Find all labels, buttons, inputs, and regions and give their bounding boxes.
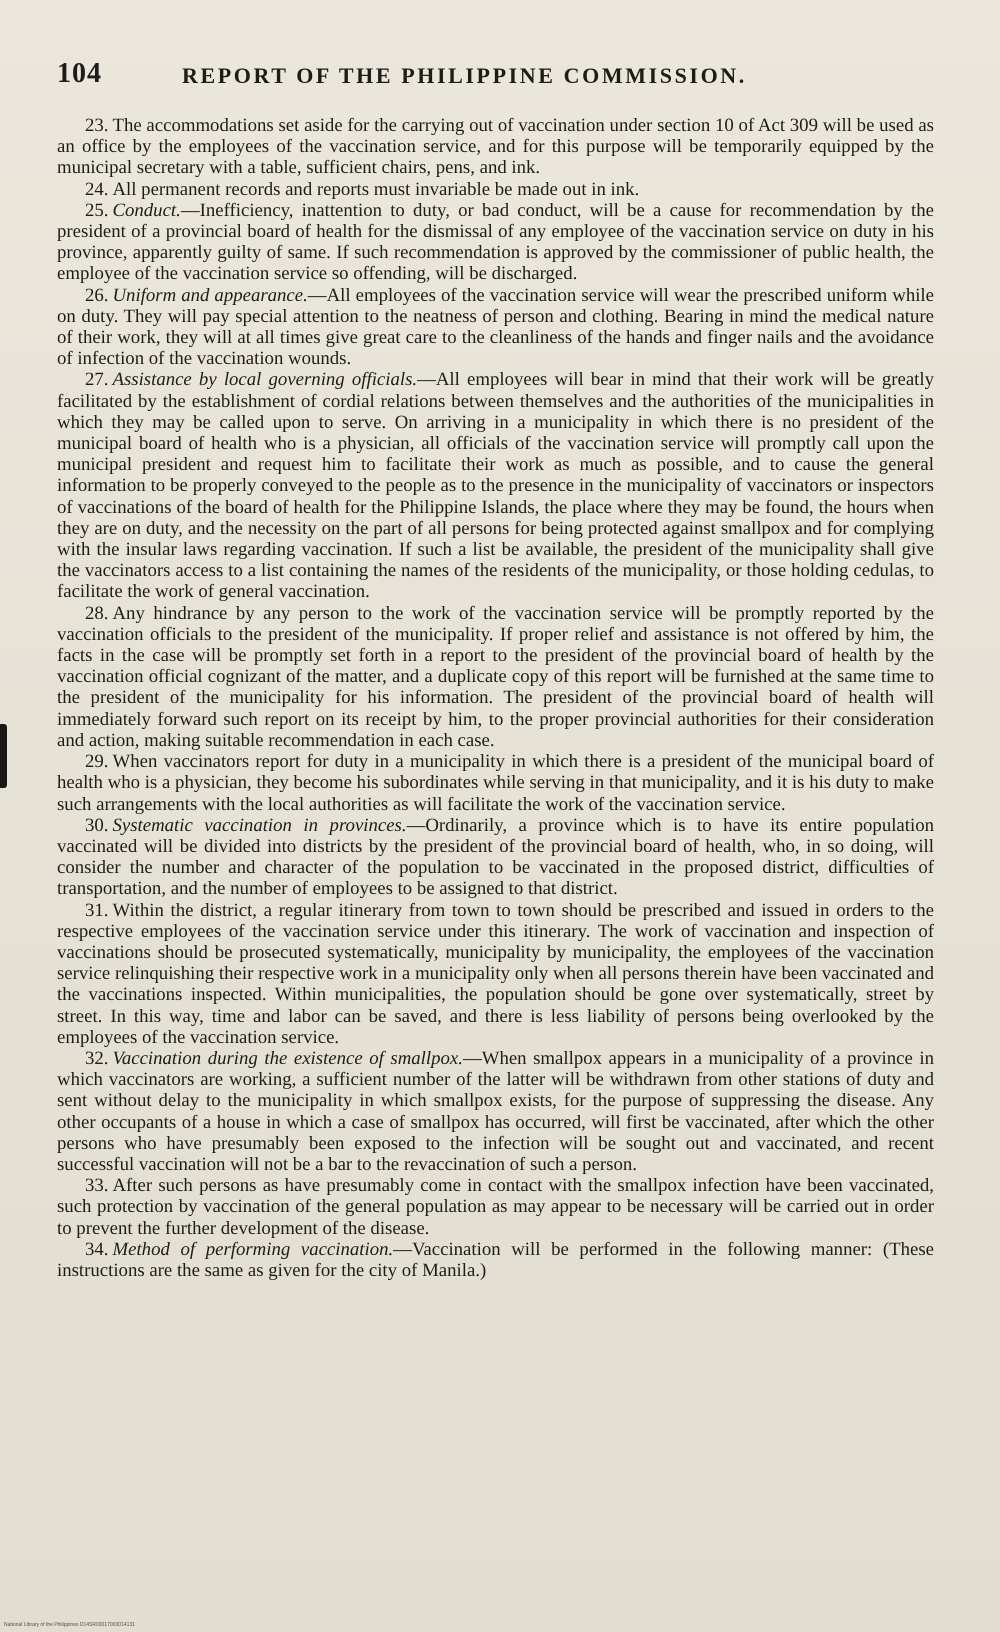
scan-edge-mark: [0, 724, 7, 788]
paragraph-heading: Assistance by local governing officials.: [112, 369, 418, 391]
paragraph-number: 31.: [85, 899, 109, 921]
paragraph-number: 29.: [85, 751, 109, 773]
paragraph-text: —All employees will bear in mind that their work will be greatly facilitated by the establishment of cordial relations between themselves and the authorities of the municipalities in which they may be called upon to serve. On arriving in a municipality in which there is no president of the municipal board of health who is a physician, all officials of the vaccination service will promptly call upon the municipal president and request him to facilitate their work as much as possible, and to cause the general information to be properly conveyed to the people as to the presence in the municipality of vaccinators or inspectors of vaccinations of the board of health for the Philippine Islands, the place where they may be found, the hours when they are on duty, and the necessity on the part of all persons for being protected against smallpox and for complying with the insular laws regarding vaccination. If such a list be available, the president of the municipality shall give the vaccinators access to a list containing the names of the residents of the municipality, or those holding cedulas, to facilitate the work of general vaccination.: [57, 369, 934, 603]
paragraph-text: —Inefficiency, inattention to duty, or bad conduct, will be a cause for recommendation by the president of a provincial board of health for the dismissal of any employee of the vaccination service on duty in his province, apparently guilty of same. If such recommendation is approved by the commissioner of public health, the employee of the vaccination service so offending, will be discharged.: [57, 199, 934, 285]
paragraph: [57, 1175, 934, 1239]
paragraph-text: Any hindrance by any person to the work of the vaccination service will be promptly reported by the vaccination officials to the president of the municipality. If proper relief and assistance is not offered by him, the facts in the case will be promptly set forth in a report to the president of the provincial board of health by the vaccination official cognizant of the matter, and a duplicate copy of this report will be furnished at the same time to the president of the municipality for his information. The president of the provincial board of health will immediately forward such report on its receipt by him, to the proper provincial authorities for their consideration and action, making suitable recommendation in each case.: [57, 602, 934, 751]
paragraph: [57, 1048, 934, 1175]
paragraph-number: 32.: [85, 1047, 109, 1069]
paragraph-heading: Vaccination during the existence of smallpox.: [112, 1047, 463, 1069]
paragraph-number: 33.: [85, 1175, 109, 1197]
paragraph: [57, 900, 934, 1048]
paragraph-text: When vaccinators report for duty in a municipality in which there is a president of the municipal board of health who is a physician, they become his subordinates while serving in that municipality, and it is his duty to make such arrangements with the local authorities as will facilitate the work of the vaccination service.: [57, 751, 934, 815]
page-number: 104: [57, 58, 102, 89]
paragraph: [57, 751, 934, 815]
paragraph-text: —When smallpox appears in a municipality of a province in which vaccinators are working, a sufficient number of the latter will be withdrawn from other stations of duty and sent without delay to the municipality in which smallpox exists, for the purpose of suppressing the disease. Any other occupants of a house in which a case of smallpox has occurred, will first be vaccinated, after which the other persons who have presumably been exposed to the infection will be sought out and vaccinated, and recent successful vaccination will not be a bar to the revaccination of such a person.: [57, 1047, 934, 1175]
paragraph-heading: Method of performing vaccination.: [112, 1238, 394, 1260]
paragraph-text: The accommodations set aside for the carrying out of vaccination under section 10 of Act 309 will be used as an office by the employees of the vaccination service, and for this purpose will be temporarily equipped by the municipal secretary with a table, sufficient chairs, pens, and ink.: [57, 115, 934, 179]
paragraph-text: —Ordinarily, a province which is to have its entire population vaccinated will be divided into districts by the president of the provincial board of health, who, in so doing, will consider the number and character of the population to be vaccinated in the proposed district, difficulties of transportation, and the number of employees to be assigned to that district.: [57, 814, 934, 900]
paragraph: [57, 369, 934, 602]
paragraph-number: 24.: [85, 178, 109, 200]
page-header: [57, 58, 937, 98]
paragraph-heading: Conduct.: [112, 199, 181, 221]
paragraph-text: After such persons as have presumably come in contact with the smallpox infection have been vaccinated, such protection by vaccination of the general population as may appear to be necessary will be carried out in order to prevent the further development of the disease.: [57, 1175, 934, 1239]
paragraph-number: 26.: [85, 284, 109, 306]
paragraph: [57, 1239, 934, 1281]
body-text: [57, 115, 934, 1281]
paragraph: [57, 603, 934, 751]
paragraph-number: 30.: [85, 814, 109, 836]
paragraph: [57, 815, 934, 900]
paragraph-number: 27.: [85, 369, 109, 391]
paragraph-text: All permanent records and reports must invariable be made out in ink.: [112, 178, 640, 200]
paragraph-number: 34.: [85, 1238, 109, 1260]
paragraph: [57, 179, 934, 200]
paragraph-number: 25.: [85, 199, 109, 221]
paragraph-heading: Uniform and appearance.: [112, 284, 308, 306]
paragraph-number: 23.: [85, 115, 109, 136]
paragraph-text: Within the district, a regular itinerary from town to town should be prescribed and issued in orders to the respective employees of the vaccination service under this itinerary. The work of vaccination and inspection of vaccinations should be prosecuted systematically, municipality by municipality, the employees of the vaccination service relinquishing their respective work in a municipality only when all persons therein have been vaccinated and the vaccinations inspected. Within municipalities, the population should be gone over systematically, street by street. In this way, time and labor can be saved, and there is less liability of persons being overlooked by the employees of the vaccination service.: [57, 899, 934, 1048]
paragraph-text: —Vaccination will be performed in the following manner: (These instructions are the same as given for the city of Manila.): [57, 1238, 934, 1281]
running-title: REPORT OF THE PHILIPPINE COMMISSION.: [182, 63, 747, 88]
paragraph: [57, 285, 934, 370]
paragraph-number: 28.: [85, 602, 109, 624]
paragraph-text: —All employees of the vaccination service will wear the prescribed uniform while on duty. They will pay special attention to the neatness of person and clothing. Bearing in mind the medical nature of their work, they will at all times give great care to the cleanliness of the hands and finger nails and the avoidance of infection of the vaccination wounds.: [57, 284, 934, 370]
paragraph: [57, 200, 934, 285]
paragraph-heading: Systematic vaccination in provinces.: [112, 814, 407, 836]
paragraph: [57, 115, 934, 179]
library-stamp: National Library of the Philippines D14SR00017003014131: [4, 1622, 135, 1628]
